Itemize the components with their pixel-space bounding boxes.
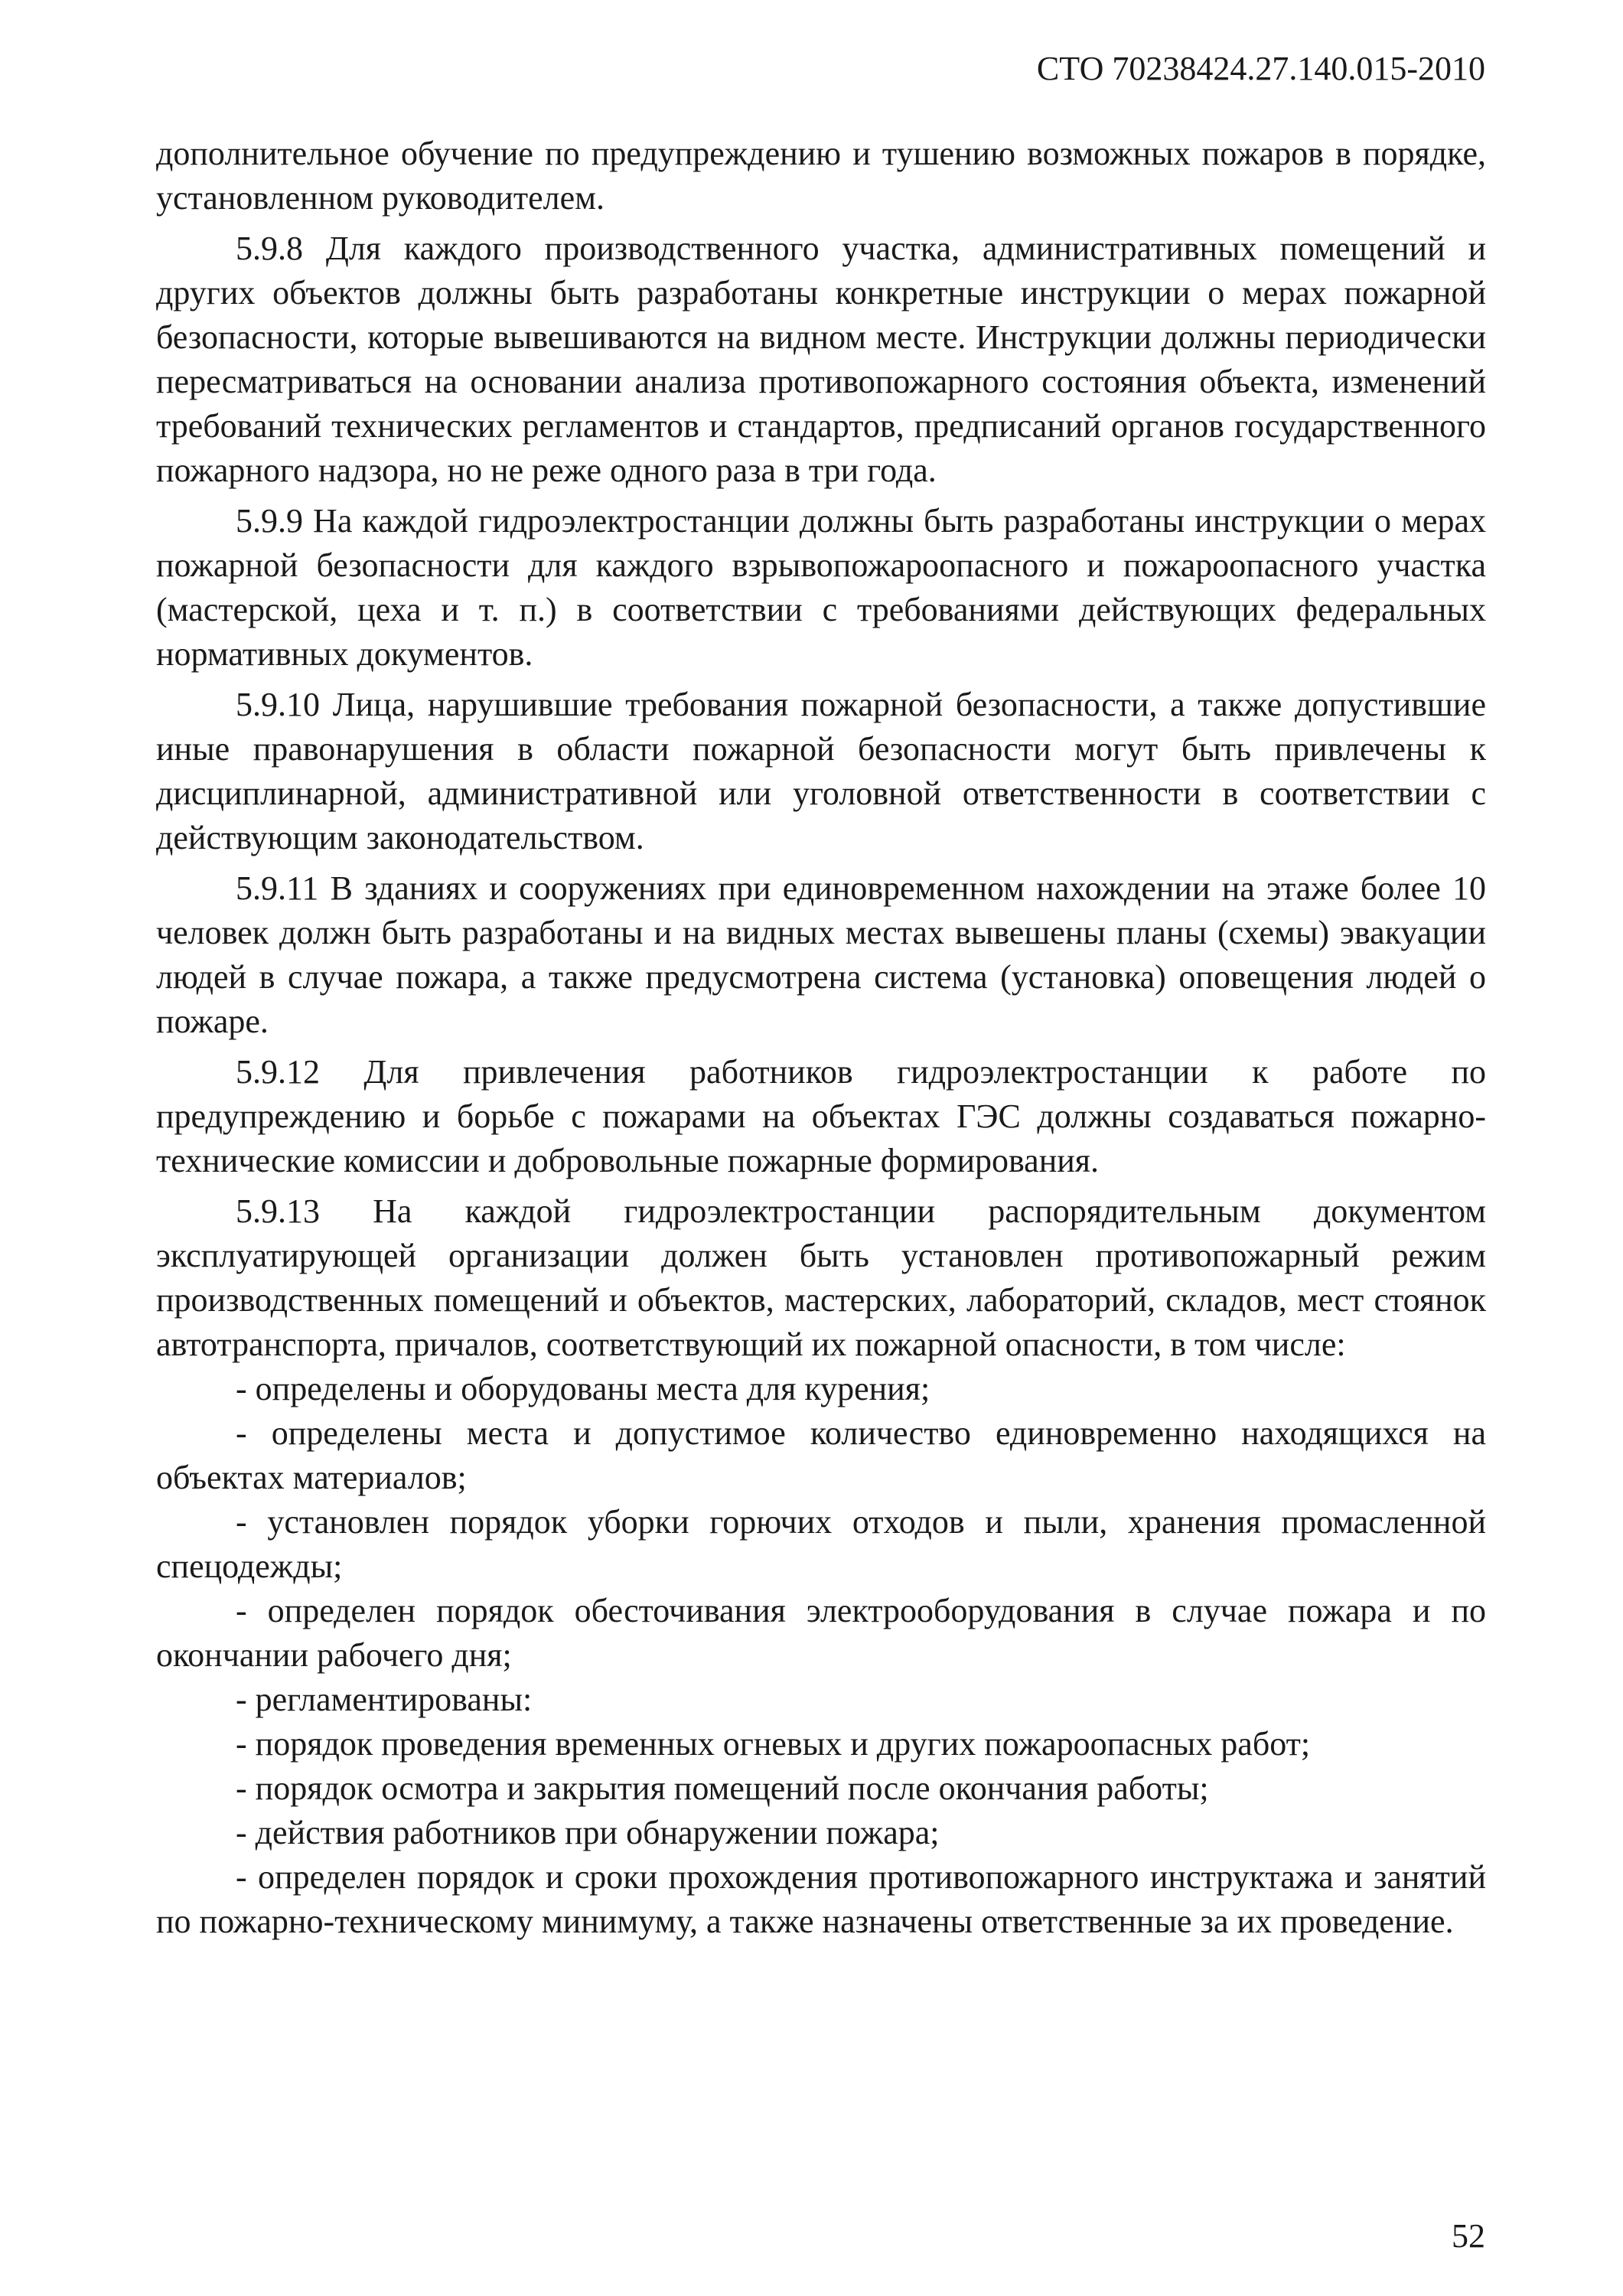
- paragraph-5-9-12: 5.9.12 Для привлечения работников гидроэлектростанции к работе по предупреждению и борьбе с пожарами на объектах ГЭС должны создаваться пожарно-технические комиссии и добровольные пожарные формирования.: [156, 1053, 1486, 1179]
- list-item: - порядок проведения временных огневых и других пожароопасных работ;: [236, 1725, 1311, 1763]
- page-number: 52: [1452, 2217, 1485, 2255]
- list-item: - порядок осмотра и закрытия помещений после окончания работы;: [236, 1769, 1209, 1807]
- document-body: [156, 132, 1486, 1944]
- list-item: - определены и оборудованы места для курения;: [236, 1370, 930, 1407]
- list-item: - определен порядок обесточивания электрооборудования в случае пожара и по окончании рабочего дня;: [156, 1592, 1486, 1674]
- paragraph-5-9-13: 5.9.13 На каждой гидроэлектростанции распорядительным документом эксплуатирующей организации должен быть установлен противопожарный режим производственных помещений и объектов, мастерских, лабораторий, складов, мест стоянок автотранспорта, причалов, соответствующий их пожарной опасности, в том числе:: [156, 1192, 1486, 1363]
- paragraph-5-9-9: 5.9.9 На каждой гидроэлектростанции должны быть разработаны инструкции о мерах пожарной безопасности для каждого взрывопожароопасного и пожароопасного участка (мастерской, цеха и т. п.) в соответствии с требованиями действующих федеральных нормативных документов.: [156, 502, 1486, 673]
- paragraph-5-9-11: 5.9.11 В зданиях и сооружениях при единовременном нахождении на этаже более 10 человек должн быть разработаны и на видных местах вывешены планы (схемы) эвакуации людей в случае пожара, а также предусмотрена система (установка) оповещения людей о пожаре.: [156, 869, 1486, 1040]
- list-item: - действия работников при обнаружении пожара;: [236, 1814, 940, 1851]
- list-item: - определены места и допустимое количество единовременно находящихся на объектах материалов;: [156, 1414, 1486, 1496]
- document-code-header: СТО 70238424.27.140.015-2010: [1036, 50, 1485, 87]
- paragraph-5-9-8: 5.9.8 Для каждого производственного участка, административных помещений и других объектов должны быть разработаны конкретные инструкции о мерах пожарной безопасности, которые вывешиваются на видном месте. Инструкции должны периодически пересматриваться на основании анализа противопожарного состояния объекта, изменений требований технических регламентов и стандартов, предписаний органов государственного пожарного надзора, но не реже одного раза в три года.: [156, 230, 1486, 489]
- paragraph-5-9-10: 5.9.10 Лица, нарушившие требования пожарной безопасности, а также допустившие иные правонарушения в области пожарной безопасности могут быть привлечены к дисциплинарной, административной или уголовной ответственности в соответствии с действующим законодательством.: [156, 686, 1486, 856]
- paragraph-continuation: дополнительное обучение по предупреждению и тушению возможных пожаров в порядке, установленном руководителем.: [156, 135, 1486, 217]
- list-item: - регламентированы:: [236, 1681, 533, 1718]
- list-item: - определен порядок и сроки прохождения противопожарного инструктажа и занятий по пожарно-техническому минимуму, а также назначены ответственные за их проведение.: [156, 1858, 1486, 1940]
- list-item: - установлен порядок уборки горючих отходов и пыли, хранения промасленной спецодежды;: [156, 1503, 1486, 1585]
